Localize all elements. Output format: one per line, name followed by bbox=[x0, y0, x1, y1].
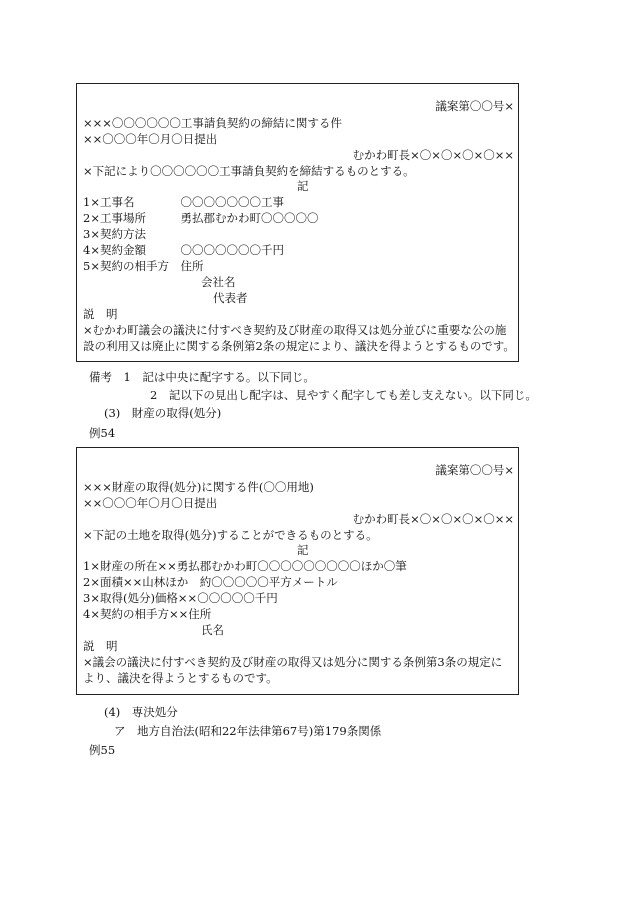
list-item: 4×契約金額 〇〇〇〇〇〇〇千円 bbox=[83, 243, 284, 257]
bill-box-contract bbox=[76, 83, 519, 362]
mayor-signature: むかわ町長×〇×〇×〇×〇×× bbox=[352, 512, 514, 526]
bill-number: 議案第〇〇号× bbox=[435, 463, 514, 477]
list-item: 2×工事場所 勇払郡むかわ町〇〇〇〇〇 bbox=[83, 211, 319, 225]
example-54-label: 例54 bbox=[89, 426, 116, 440]
bill-body: ×下記により〇〇〇〇〇〇工事請負契約を締結するものとする。 bbox=[83, 164, 415, 178]
bill-box-property bbox=[76, 447, 519, 695]
ki-heading: 記 bbox=[297, 543, 309, 557]
list-item: 1×工事名 〇〇〇〇〇〇〇工事 bbox=[83, 195, 284, 209]
explanation-text: 設の利用又は廃止に関する条例第2条の規定により、議決を得ようとするものです。 bbox=[83, 339, 515, 353]
company-label: 会社名 bbox=[201, 275, 236, 289]
list-item: 5×契約の相手方 住所 bbox=[83, 259, 204, 273]
note-1: 備考 1 記は中央に配字する。以下同じ。 bbox=[89, 370, 315, 384]
bill-title: ×××〇〇〇〇〇〇工事請負契約の締結に関する件 bbox=[83, 116, 342, 130]
mayor-signature: むかわ町長×〇×〇×〇×〇×× bbox=[352, 148, 514, 162]
list-item: 2×面積××山林ほか 約〇〇〇〇〇平方メートル bbox=[83, 575, 338, 589]
representative-label: 代表者 bbox=[213, 291, 248, 305]
submission-date: ××〇〇〇年〇月〇日提出 bbox=[83, 496, 218, 510]
bill-number: 議案第〇〇号× bbox=[435, 99, 514, 113]
name-label: 氏名 bbox=[201, 623, 224, 637]
ki-heading: 記 bbox=[297, 179, 309, 193]
submission-date: ××〇〇〇年〇月〇日提出 bbox=[83, 132, 218, 146]
explanation-text: ×議会の議決に付すべき契約及び財産の取得又は処分に関する条例第3条の規定に bbox=[83, 655, 503, 669]
explanation-text: より、議決を得ようとするものです。 bbox=[83, 671, 278, 685]
section-heading-4: (4) 専決処分 bbox=[104, 705, 178, 719]
list-item: 4×契約の相手方××住所 bbox=[83, 607, 212, 621]
example-55-label: 例55 bbox=[89, 743, 116, 757]
list-item: 1×財産の所在××勇払郡むかわ町〇〇〇〇〇〇〇〇〇ほか〇筆 bbox=[83, 559, 407, 573]
explanation-label: 説 明 bbox=[83, 639, 118, 653]
bill-title: ×××財産の取得(処分)に関する件(〇〇用地) bbox=[83, 480, 314, 494]
list-item: 3×取得(処分)価格××〇〇〇〇〇千円 bbox=[83, 591, 278, 605]
list-item: 3×契約方法 bbox=[83, 227, 146, 241]
note-2: 2 記以下の見出し配字は、見やすく配字しても差し支えない。以下同じ。 bbox=[150, 388, 537, 402]
section-heading-3: (3) 財産の取得(処分) bbox=[104, 406, 222, 420]
subsection-a: ア 地方自治法(昭和22年法律第67号)第179条関係 bbox=[114, 724, 382, 738]
explanation-text: ×むかわ町議会の議決に付すべき契約及び財産の取得又は処分並びに重要な公の施 bbox=[83, 323, 507, 337]
explanation-label: 説 明 bbox=[83, 307, 118, 321]
bill-body: ×下記の土地を取得(処分)することができるものとする。 bbox=[83, 528, 378, 542]
